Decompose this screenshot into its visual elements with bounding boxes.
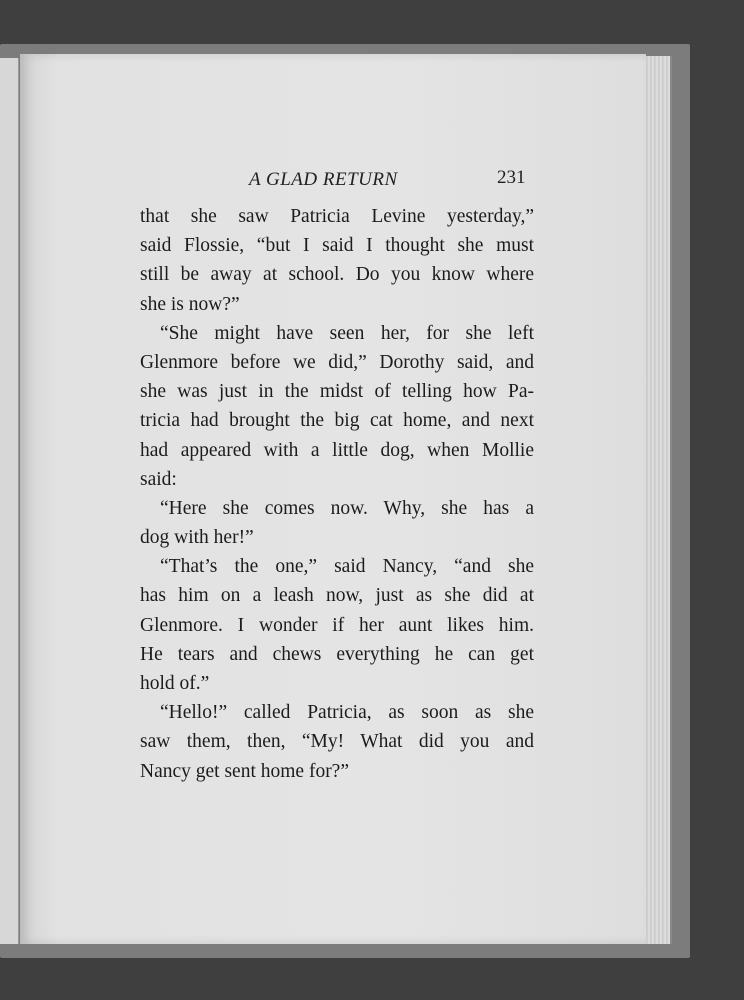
- chapter-title: A GLAD RETURN: [249, 169, 398, 190]
- text-line: she is now?”: [140, 293, 240, 315]
- text-line: hold of.”: [140, 673, 210, 694]
- text-line: tricia had brought the big cat home, and next: [140, 410, 534, 432]
- text-line: “Hello!” called Patricia, as soon as she: [160, 702, 534, 724]
- text-line: “That’s the one,” said Nancy, “and she: [160, 556, 534, 578]
- text-line: Glenmore. I wonder if her aunt likes him.: [140, 614, 534, 636]
- text-line: “She might have seen her, for she left: [160, 322, 534, 344]
- text-line: saw them, then, “My! What did you and: [140, 731, 534, 753]
- text-line: still be away at school. Do you know where: [140, 264, 534, 286]
- page-number: 231: [497, 167, 526, 188]
- book-page: [20, 54, 646, 944]
- text-line: Glenmore before we did,” Dorothy said, and: [140, 351, 534, 373]
- text-line: He tears and chews everything he can get: [140, 643, 534, 665]
- text-line: Nancy get sent home for?”: [140, 760, 349, 782]
- text-line: that she saw Patricia Levine yesterday,”: [140, 206, 534, 227]
- body-text: [140, 202, 534, 786]
- text-line: said:: [140, 468, 177, 490]
- running-head: [20, 166, 646, 196]
- facing-page-edge: [0, 58, 19, 944]
- text-line: had appeared with a little dog, when Mollie: [140, 439, 534, 461]
- text-line: said Flossie, “but I said I thought she must: [140, 235, 534, 257]
- text-line: “Here she comes now. Why, she has a: [160, 497, 534, 519]
- text-line: dog with her!”: [140, 527, 254, 549]
- text-line: she was just in the midst of telling how Pa-: [140, 381, 534, 403]
- text-line: has him on a leash now, just as she did at: [140, 585, 534, 607]
